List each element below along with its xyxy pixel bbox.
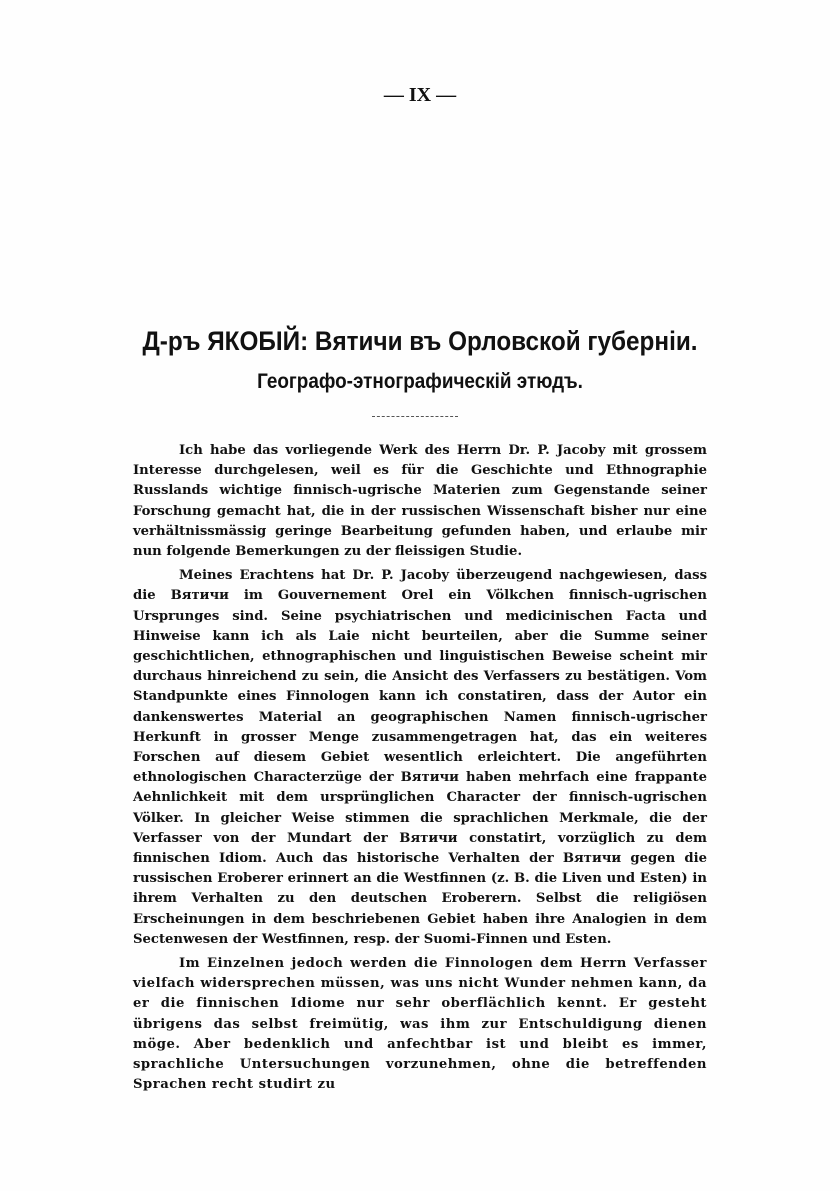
article-title: Д-ръ ЯКОБІЙ: Вятичи въ Орловской губерніи. <box>142 326 698 356</box>
paragraph: Ich habe das vorliegende Werk des Herrn Dr. P. Jacoby mit grossem Interesse durchgelesen, weil es für die Geschichte und Ethnographie Russlands wichtige finnisch-ugrische Materien zum Gegenstande seiner Forschung gemacht hat, die in der russischen Wissenschaft bisher nur eine verhältnissmässig geringe Bearbeitung gefunden haben, und erlaube mir nun folgende Bemerkungen zu der fleissigen Studie. <box>133 443 707 560</box>
paragraph: Meines Erachtens hat Dr. P. Jacoby überzeugend nachgewiesen, dass die Вятичи im Gouvernement Orel ein Völkchen finnisch-ugrischen Ursprunges sind. Seine psychiatrischen und medicinischen Facta und Hinweise kann ich als Laie nicht beurteilen, aber die Summe seiner geschichtlichen, ethnographischen und linguistischen Beweise scheint mir durchaus hinreichend zu sein, die Ansicht des Verfassers zu bestätigen. Vom Standpunkte eines Finnologen kann ich constatiren, dass der Autor ein dankenswertes Material an geographischen Namen finnisch-ugrischer Herkunft in grosser Menge zusammengetragen hat, das ein weiteres Forschen auf diesem Gebiet wesentlich erleichtert. Die angeführten ethnologischen Characterzüge der Вятичи haben mehrfach eine frappante Aehnlichkeit mit dem ursprünglichen Character der finnisch-ugrischen Völker. In gleicher Weise stimmen die sprachlichen Merkmale, die der Verfasser von der Mundart der Вятичи constatirt, vorzüglich zu dem finnischen Idiom. Auch das historische Verhalten der Вятичи gegen die russischen Eroberer erinnert an die Westfinnen (z. B. die Liven und Esten) in ihrem Verhalten zu den deutschen Eroberern. Selbst die religiösen Erscheinungen in dem beschriebenen Gebiet haben ihre Analogien in dem Sectenwesen der Westfinnen, resp. der Suomi-Finnen und Esten. <box>133 568 707 947</box>
article-subtitle: Географо-этнографическій этюдъ. <box>257 370 583 393</box>
title-divider <box>372 416 458 417</box>
paragraph: Im Einzelnen jedoch werden die Finnologen dem Herrn Verfasser vielfach widersprechen müssen, was uns nicht Wunder nehmen kann, da er die finnischen Idiome nur sehr oberflächlich kennt. Er gesteht übrigens das selbst freimütig, was ihm zur Entschuldigung dienen möge. Aber bedenklich und anfechtbar ist und bleibt es immer, sprachliche Untersuchungen vorzunehmen, ohne die betreffenden Sprachen recht studirt zu <box>133 956 707 1093</box>
page-number: — IX — <box>383 84 457 106</box>
article-body <box>133 441 707 1100</box>
